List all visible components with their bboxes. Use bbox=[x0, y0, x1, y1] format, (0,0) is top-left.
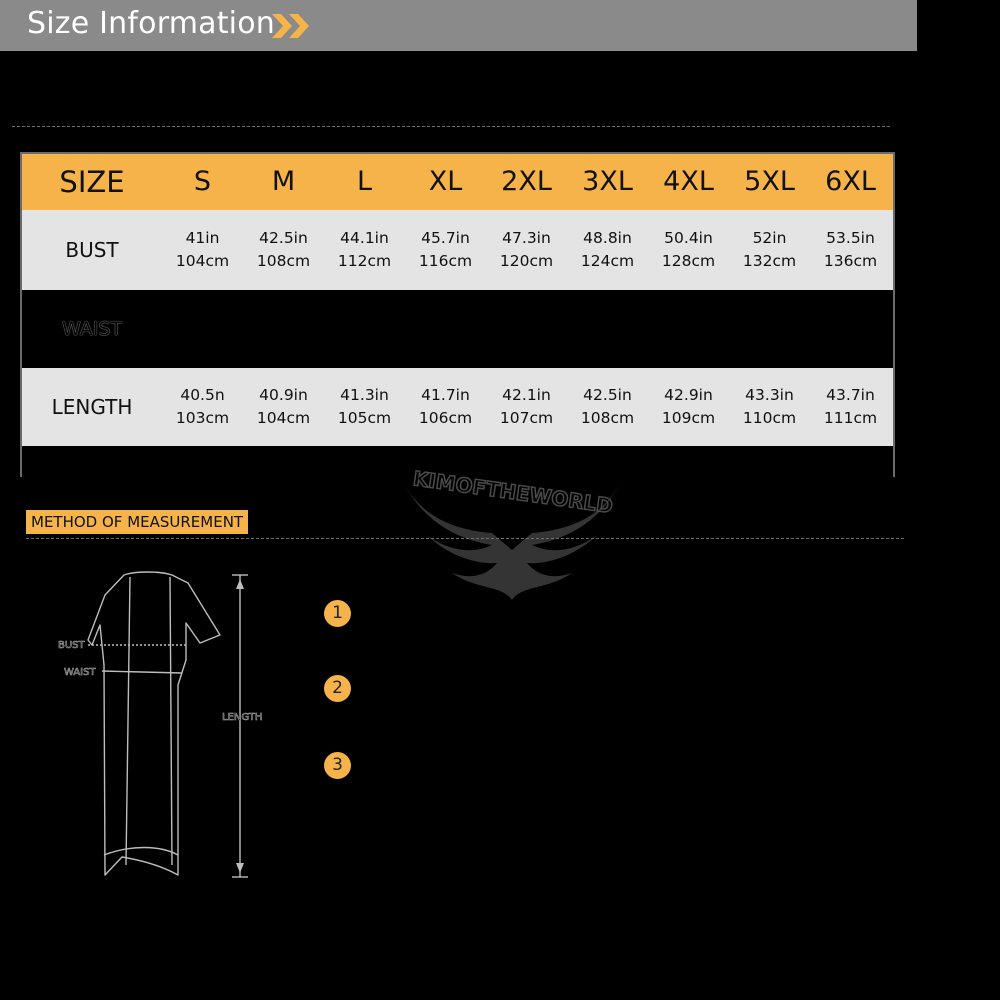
size-col-3xl: 3XL bbox=[582, 166, 633, 197]
step-1-badge: 1 bbox=[324, 600, 351, 627]
size-header-row bbox=[22, 154, 893, 210]
diagram-bust-label: BUST bbox=[58, 640, 85, 651]
length-cell: 41.7in 106cm bbox=[418, 386, 473, 427]
length-cell: 43.3in 110cm bbox=[742, 386, 797, 427]
garment-diagram bbox=[50, 565, 290, 890]
size-col-l: L bbox=[356, 166, 373, 197]
bust-row bbox=[22, 210, 893, 290]
watermark-logo bbox=[392, 455, 632, 605]
waist-label: WAIST bbox=[61, 318, 122, 340]
length-cell: 42.5in 108cm bbox=[580, 386, 635, 427]
divider-top bbox=[12, 126, 890, 127]
length-cell: 40.9in 104cm bbox=[256, 386, 311, 427]
diagram-waist-label: WAIST bbox=[64, 667, 96, 678]
bust-cell: 44.1in 112cm bbox=[337, 229, 392, 270]
size-col-2xl: 2XL bbox=[501, 166, 552, 197]
length-label: LENGTH bbox=[51, 395, 133, 419]
size-col-xl: XL bbox=[428, 166, 463, 197]
bust-cell: 41in 104cm bbox=[175, 229, 230, 270]
size-col-s: S bbox=[193, 166, 212, 197]
length-cell: 42.1in 107cm bbox=[499, 386, 554, 427]
length-cell: 43.7in 111cm bbox=[823, 386, 878, 427]
length-cell: 41.3in 105cm bbox=[337, 386, 392, 427]
method-of-measurement-label: METHOD OF MEASUREMENT bbox=[26, 510, 248, 534]
bust-cell: 52in 132cm bbox=[742, 229, 797, 270]
size-table bbox=[20, 152, 895, 477]
length-cell: 42.9in 109cm bbox=[661, 386, 716, 427]
bust-cell: 47.3in 120cm bbox=[499, 229, 554, 270]
header-bar bbox=[0, 0, 917, 51]
page-title: Size Information bbox=[27, 6, 275, 41]
length-cell: 40.5n 103cm bbox=[175, 386, 230, 427]
bust-cell: 42.5in 108cm bbox=[256, 229, 311, 270]
diagram-length-label: LENGTH bbox=[222, 712, 263, 723]
bust-label: BUST bbox=[65, 238, 119, 262]
bust-cell: 53.5in 136cm bbox=[823, 229, 878, 270]
double-chevron-right-icon bbox=[272, 14, 314, 38]
divider-method bbox=[26, 538, 904, 539]
size-header-label: SIZE bbox=[59, 165, 125, 199]
bust-cell: 45.7in 116cm bbox=[418, 229, 473, 270]
size-col-4xl: 4XL bbox=[663, 166, 714, 197]
waist-row bbox=[22, 290, 893, 368]
bust-cell: 50.4in 128cm bbox=[661, 229, 716, 270]
length-row bbox=[22, 368, 893, 446]
size-col-m: M bbox=[271, 166, 296, 197]
step-3-badge: 3 bbox=[324, 752, 351, 779]
watermark-text: KIMOFTHEWORLD bbox=[411, 466, 615, 518]
size-col-5xl: 5XL bbox=[744, 166, 795, 197]
bust-cell: 48.8in 124cm bbox=[580, 229, 635, 270]
size-col-6xl: 6XL bbox=[825, 166, 876, 197]
step-2-badge: 2 bbox=[324, 675, 351, 702]
